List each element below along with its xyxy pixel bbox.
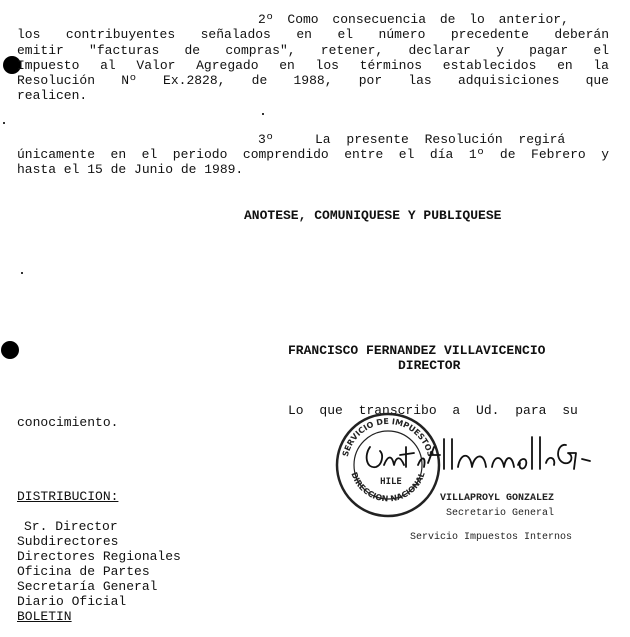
- scan-speck: [3, 122, 5, 124]
- seal-center-text: HILE: [380, 477, 402, 487]
- seal-text-bottom: DIRECCION NACIONAL: [349, 470, 427, 504]
- paragraph-3-line-3: hasta el 15 de Junio de 1989.: [17, 162, 244, 177]
- paragraph-3-line-1: La presente Resolución regirá: [315, 132, 566, 147]
- distribution-item: Diario Oficial: [17, 594, 127, 609]
- seal-signer-name: VILLAPROYL GONZALEZ: [440, 493, 555, 504]
- distribution-item: Subdirectores: [17, 534, 119, 549]
- closing-formula: ANOTESE, COMUNIQUESE Y PUBLIQUESE: [244, 208, 502, 223]
- distribution-item: Oficina de Partes: [17, 564, 150, 579]
- transcription-line-1: Lo que transcribo a Ud. para su: [288, 403, 578, 418]
- signatory-title: DIRECTOR: [398, 358, 461, 373]
- distribution-item: Secretaría General: [17, 579, 158, 594]
- transcription-line-2: conocimiento.: [17, 415, 119, 430]
- paragraph-3-line-2: únicamente en el periodo comprendido entre el día 1º de Febrero y: [17, 147, 609, 162]
- paragraph-2-line-3: emitir "facturas de compras", retener, declarar y pagar el: [17, 43, 609, 58]
- scan-speck: [21, 272, 23, 274]
- paragraph-2-line-2: los contribuyentes señalados en el número precedente deberán: [17, 27, 609, 42]
- handwritten-signature: [360, 425, 610, 485]
- seal-signer-role: Secretario General: [446, 508, 555, 519]
- seal-signer-department: Servicio Impuestos Internos: [410, 532, 573, 543]
- paragraph-2-line-1: 2º Como consecuencia de lo anterior,: [258, 12, 569, 27]
- distribution-heading: DISTRIBUCION:: [17, 489, 119, 504]
- paragraph-2-line-5: Resolución Nº Ex.2828, de 1988, por las adquisiciones que: [17, 73, 609, 88]
- distribution-item: Directores Regionales: [17, 549, 181, 564]
- paragraph-3-number: 3º: [258, 132, 274, 147]
- punch-hole-middle: [1, 341, 19, 359]
- paragraph-2-line-6: realicen.: [17, 88, 88, 103]
- distribution-item: BOLETIN: [17, 609, 72, 624]
- scan-speck: [262, 113, 264, 115]
- signatory-name: FRANCISCO FERNANDEZ VILLAVICENCIO: [288, 343, 546, 358]
- seal-text-top: SERVICIO DE IMPUESTOS: [340, 416, 436, 458]
- distribution-item: Sr. Director: [24, 519, 118, 534]
- paragraph-2-line-4: Impuesto al Valor Agregado en los términos establecidos en la: [17, 58, 609, 73]
